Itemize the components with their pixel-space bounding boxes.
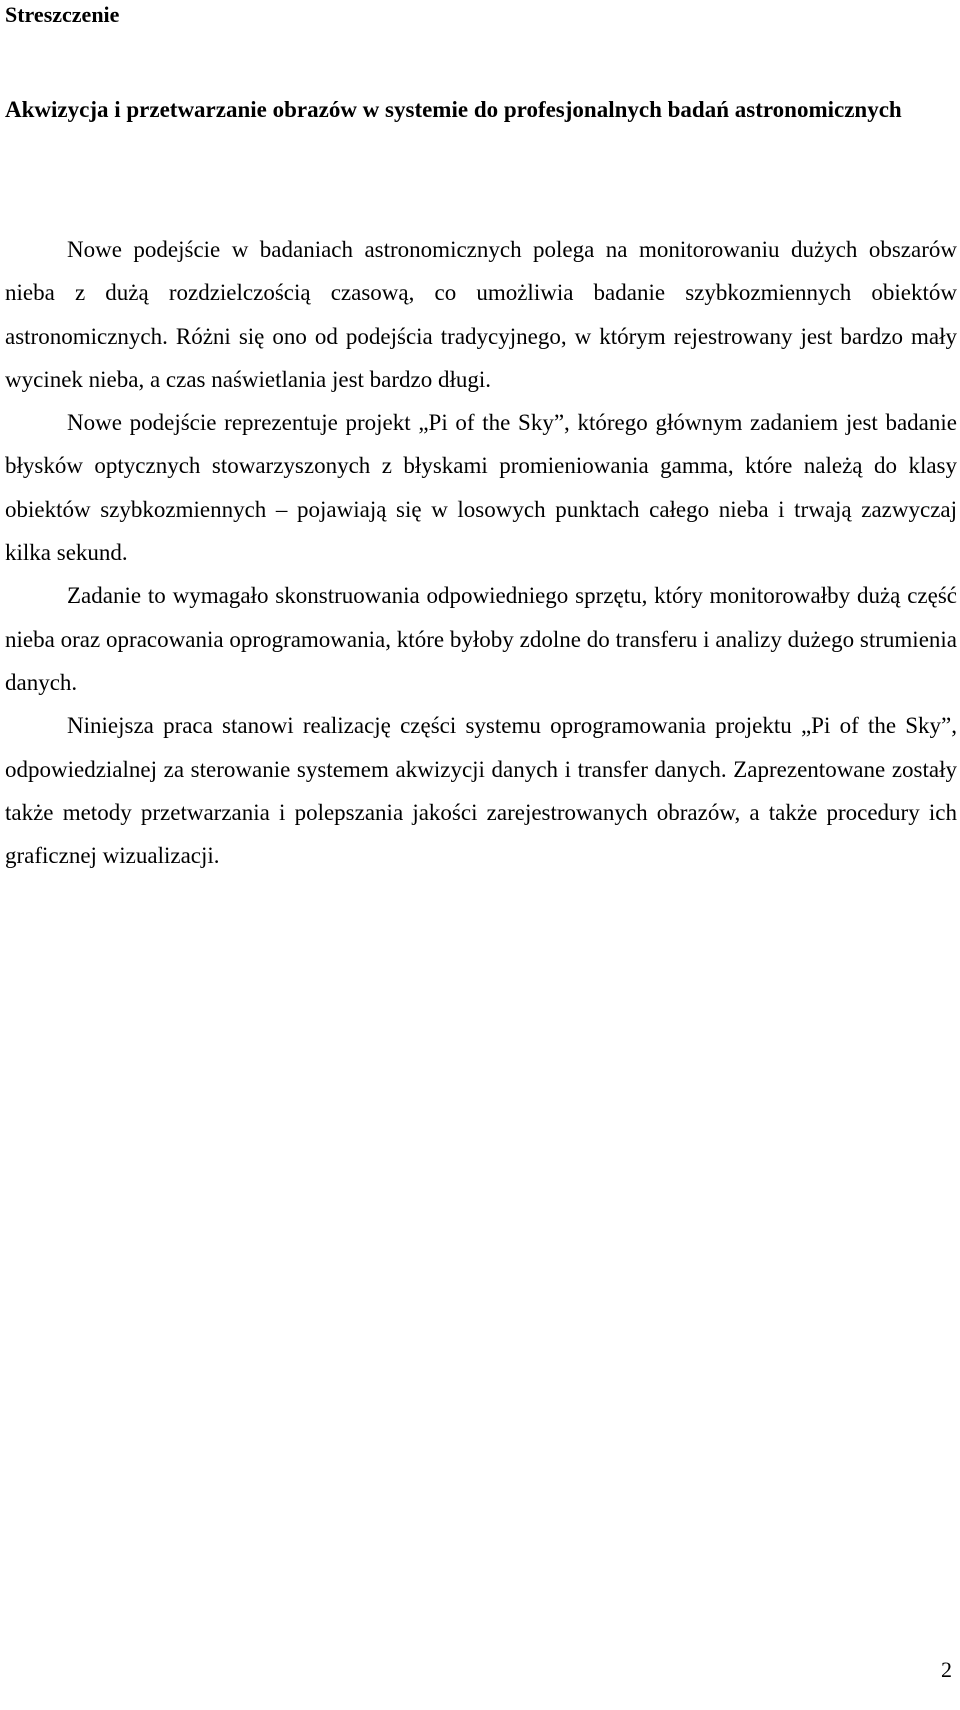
page-number: 2 — [941, 1657, 952, 1682]
paragraph-4: Niniejsza praca stanowi realizację części systemu oprogramowania projektu „Pi of the Sky”, odpowiedzialnej za sterowanie systemem akwizycji danych i transfer danych. Zaprezentowane zostały także metody przetwarzania i polepszania jakości zarejestrowanych obrazów, a także procedury ich graficznej wizualizacji. — [5, 713, 957, 869]
paragraph-3: Zadanie to wymagało skonstruowania odpowiedniego sprzętu, który monitorowałby dużą część nieba oraz opracowania oprogramowania, które byłoby zdolne do transferu i analizy dużego strumienia danych. — [5, 583, 957, 695]
document-title: Akwizycja i przetwarzanie obrazów w systemie do profesjonalnych badań astronomicznych — [5, 97, 902, 122]
paragraph-1: Nowe podejście w badaniach astronomicznych polega na monitorowaniu dużych obszarów nieba z dużą rozdzielczością czasową, co umożliwia badanie szybkozmiennych obiektów astronomicznych. Różni się ono od podejścia tradycyjnego, w którym rejestrowany jest bardzo mały wycinek nieba, a czas naświetlania jest bardzo długi. — [5, 237, 957, 392]
section-heading: Streszczenie — [5, 2, 120, 27]
paragraph-2: Nowe podejście reprezentuje projekt „Pi of the Sky”, którego głównym zadaniem jest badanie błysków optycznych stowarzyszonych z błyskami promieniowania gamma, które należą do klasy obiektów szybkozmiennych – pojawiają się w losowych punktach całego nieba i trwają zazwyczaj kilka sekund. — [5, 410, 957, 566]
abstract-body — [5, 228, 957, 877]
